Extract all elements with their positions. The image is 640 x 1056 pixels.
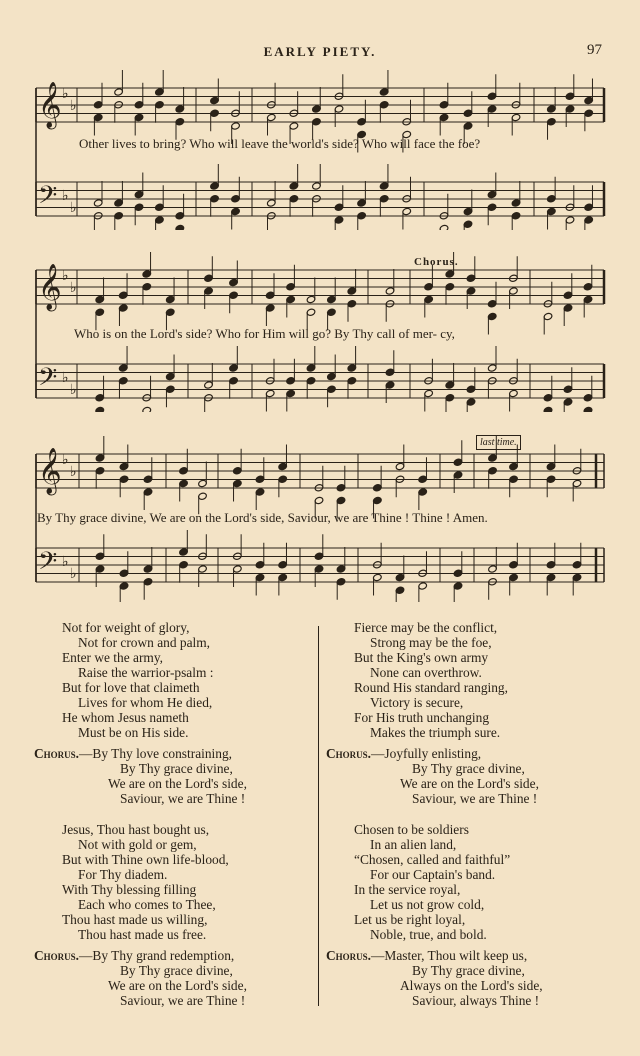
verse-line: Must be on His side. bbox=[78, 725, 189, 740]
verse-line: Always on the Lord's side, bbox=[400, 978, 543, 993]
verse-line: Not for weight of glory, bbox=[62, 620, 190, 635]
flat-icon: ♭ bbox=[62, 452, 69, 468]
verse-stanza bbox=[326, 822, 616, 942]
chorus-label: Chorus. bbox=[34, 746, 80, 761]
verse-line: Lives for whom He died, bbox=[78, 695, 213, 710]
verse-line: For Thy diadem. bbox=[78, 867, 168, 882]
flat-icon: ♭ bbox=[70, 382, 77, 398]
chorus-label: Chorus. bbox=[34, 948, 80, 963]
verse-line: Saviour, we are Thine ! bbox=[120, 993, 246, 1008]
chorus-line-text: —By Thy love constraining, bbox=[79, 746, 233, 761]
verse-line: Let us be right loyal, bbox=[354, 912, 466, 927]
chorus-marking: Chorus. bbox=[414, 256, 459, 268]
chorus-line-text: —By Thy grand redemption, bbox=[79, 948, 235, 963]
verse-line: By Thy grace divine, bbox=[120, 963, 233, 978]
verse-line: But for love that claimeth bbox=[62, 680, 200, 695]
verse-stanza bbox=[326, 620, 616, 740]
music-system-3 bbox=[0, 432, 640, 602]
verse-line: Thou hast made us free. bbox=[78, 927, 207, 942]
flat-icon: ♭ bbox=[70, 280, 77, 296]
bass-staff bbox=[36, 346, 604, 412]
verse-line: Saviour, always Thine ! bbox=[412, 993, 540, 1008]
bass-staff bbox=[36, 530, 604, 602]
verse-line: By Thy grace divine, bbox=[412, 761, 525, 776]
treble-clef-icon: 𝄞 bbox=[38, 82, 62, 128]
verse-line: Each who comes to Thee, bbox=[78, 897, 216, 912]
bass-clef-icon: 𝄢 bbox=[38, 547, 58, 582]
chorus-label: Chorus. bbox=[326, 948, 372, 963]
verse-line: Raise the warrior-psalm : bbox=[78, 665, 214, 680]
verse-line: Round His standard ranging, bbox=[354, 680, 508, 695]
verse-line: By Thy grace divine, bbox=[120, 761, 233, 776]
verse-line: Makes the triumph sure. bbox=[370, 725, 501, 740]
verse-line: We are on the Lord's side, bbox=[400, 776, 539, 791]
verse-line: But with Thine own life-blood, bbox=[62, 852, 229, 867]
verse-line: Saviour, we are Thine ! bbox=[412, 791, 538, 806]
flat-icon: ♭ bbox=[62, 370, 69, 386]
verse-line: For His truth unchanging bbox=[354, 710, 490, 725]
chorus-stanza bbox=[34, 746, 304, 806]
verse-line: For our Captain's band. bbox=[370, 867, 496, 882]
chorus-stanza bbox=[326, 948, 616, 1008]
treble-staff bbox=[36, 252, 604, 335]
lyrics-line-3: By Thy grace divine, We are on the Lord's side, Saviour, we are Thine ! Thine ! Amen. bbox=[37, 510, 488, 525]
flat-icon: ♭ bbox=[70, 200, 77, 216]
last-time-bracket: last time. bbox=[476, 435, 521, 450]
verse-line bbox=[34, 948, 304, 963]
verse-line: Saviour, we are Thine ! bbox=[120, 791, 246, 806]
treble-clef-icon: 𝄞 bbox=[38, 448, 62, 494]
music-system-1 bbox=[0, 70, 640, 230]
verses-left-column bbox=[34, 620, 304, 1008]
column-divider bbox=[318, 626, 319, 1006]
verse-line: We are on the Lord's side, bbox=[108, 978, 247, 993]
verses-right-column bbox=[326, 620, 616, 1008]
flat-icon: ♭ bbox=[70, 464, 77, 480]
flat-icon: ♭ bbox=[70, 98, 77, 114]
verse-line: Fierce may be the conflict, bbox=[354, 620, 498, 635]
flat-icon: ♭ bbox=[62, 86, 69, 102]
verse-line: Strong may be the foe, bbox=[370, 635, 492, 650]
verse-line: Jesus, Thou hast bought us, bbox=[62, 822, 210, 837]
bass-clef-icon: 𝄢 bbox=[38, 181, 58, 216]
verse-line: Chosen to be soldiers bbox=[354, 822, 469, 837]
verse-line: None can overthrow. bbox=[370, 665, 482, 680]
lyrics-line-1: Other lives to bring? Who will leave the world's side? Who will face the foe? bbox=[79, 136, 481, 151]
verse-line: Noble, true, and bold. bbox=[370, 927, 487, 942]
verse-line: We are on the Lord's side, bbox=[108, 776, 247, 791]
flat-icon: ♭ bbox=[62, 268, 69, 284]
verse-line: Not for crown and palm, bbox=[78, 635, 211, 650]
chorus-stanza bbox=[326, 746, 616, 806]
verse-line: With Thy blessing filling bbox=[62, 882, 197, 897]
page-header-title: EARLY PIETY. bbox=[263, 44, 377, 59]
verse-line: Enter we the army, bbox=[62, 650, 164, 665]
chorus-label: Chorus. bbox=[326, 746, 372, 761]
page-number: 97 bbox=[587, 42, 602, 58]
verse-line: “Chosen, called and faithful” bbox=[354, 852, 511, 867]
treble-clef-icon: 𝄞 bbox=[38, 264, 62, 310]
lyrics-line-2: Who is on the Lord's side? Who for Him will go? By Thy call of mer- cy, bbox=[74, 326, 455, 341]
verse-stanza bbox=[34, 620, 304, 740]
flat-icon: ♭ bbox=[62, 188, 69, 204]
verse-line bbox=[326, 746, 616, 761]
verse-line: He whom Jesus nameth bbox=[62, 710, 189, 725]
chorus-line-text: —Master, Thou wilt keep us, bbox=[371, 948, 528, 963]
verse-line: In the service royal, bbox=[354, 882, 461, 897]
bass-clef-icon: 𝄢 bbox=[38, 363, 58, 398]
flat-icon: ♭ bbox=[70, 566, 77, 582]
chorus-stanza bbox=[34, 948, 304, 1008]
verse-line: Not with gold or gem, bbox=[78, 837, 197, 852]
verse-line bbox=[326, 948, 616, 963]
verse-line: Let us not grow cold, bbox=[370, 897, 485, 912]
flat-icon: ♭ bbox=[62, 554, 69, 570]
verse-line: But the King's own army bbox=[354, 650, 489, 665]
verse-line: Thou hast made us willing, bbox=[62, 912, 208, 927]
chorus-line-text: —Joyfully enlisting, bbox=[371, 746, 482, 761]
verse-line bbox=[34, 746, 304, 761]
verse-line: By Thy grace divine, bbox=[412, 963, 525, 978]
bass-staff bbox=[36, 164, 604, 230]
verse-line: In an alien land, bbox=[370, 837, 457, 852]
verse-line: Victory is secure, bbox=[370, 695, 464, 710]
music-system-2 bbox=[0, 252, 640, 412]
verse-stanza bbox=[34, 822, 304, 942]
